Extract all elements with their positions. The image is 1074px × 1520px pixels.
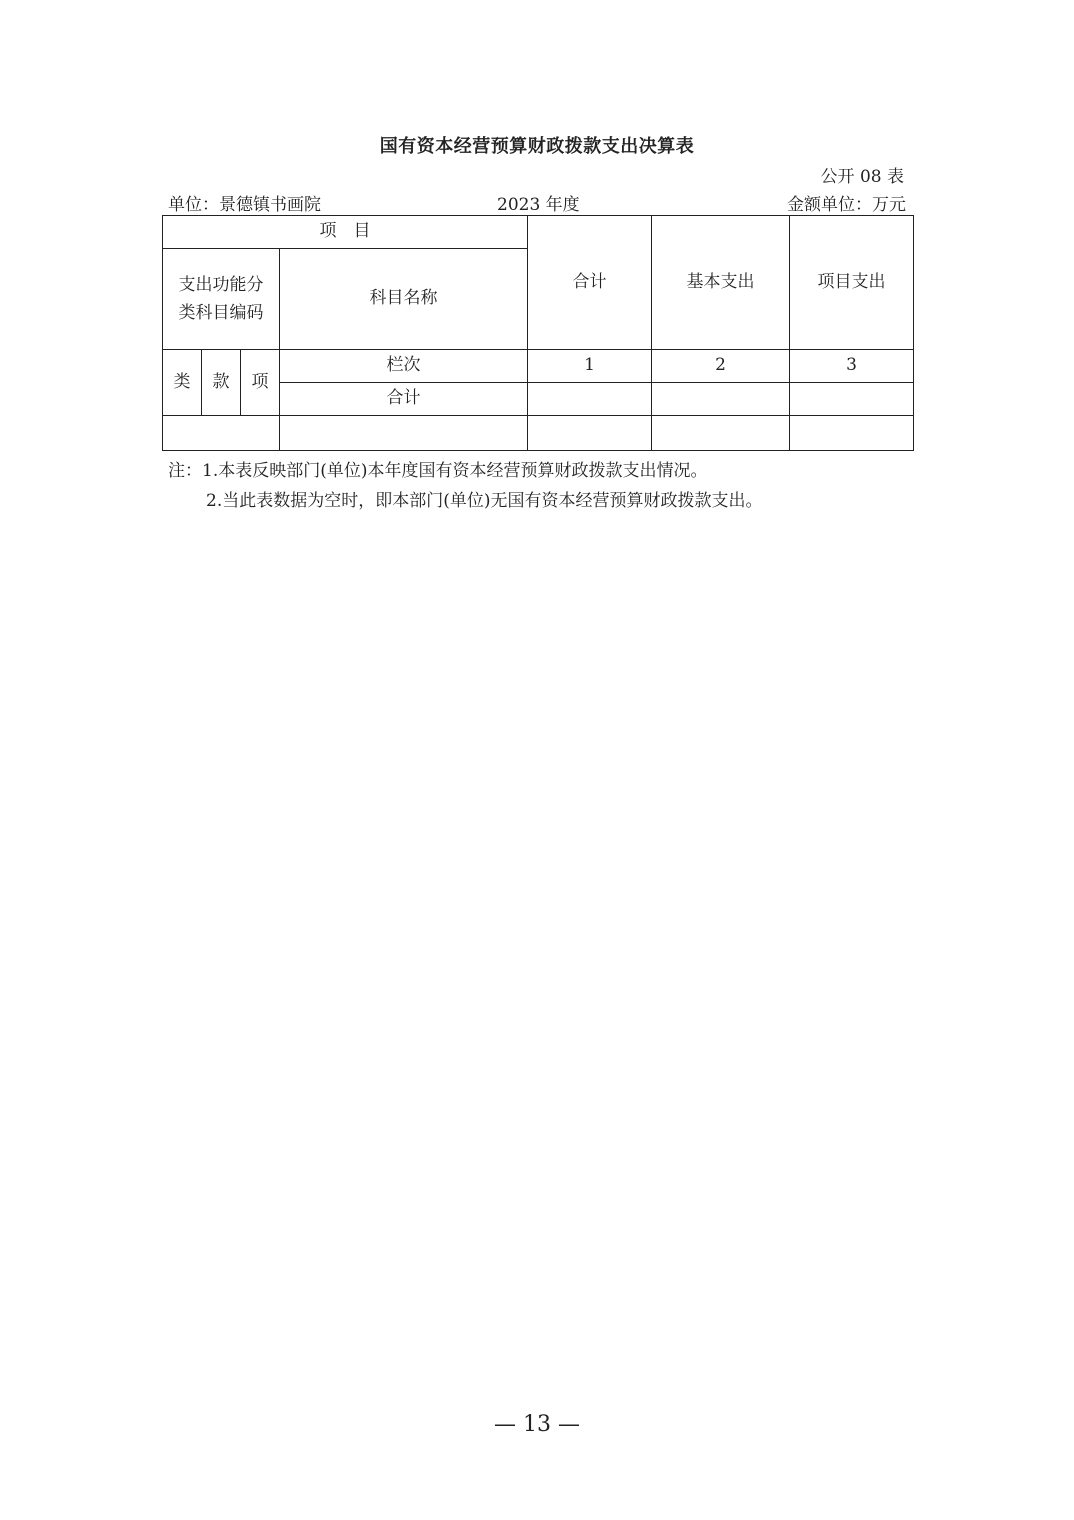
sum-total-cell xyxy=(528,383,652,416)
empty-name-cell xyxy=(280,416,528,451)
item-header-cell xyxy=(163,216,528,249)
sum-project-cell xyxy=(790,383,914,416)
entry-label: 项 xyxy=(241,350,280,416)
class-label: 类 xyxy=(163,350,202,416)
project-expenditure-header: 项目支出 xyxy=(790,216,914,350)
note-1: 注：1.本表反映部门(单位)本年度国有资本经营预算财政拨款支出情况。 xyxy=(168,461,708,481)
function-code-header: 支出功能分类科目编码 xyxy=(163,249,280,350)
basic-expenditure-header: 基本支出 xyxy=(652,216,790,350)
column-number-row xyxy=(163,350,914,383)
column-number-2: 2 xyxy=(652,350,790,383)
total-header: 合计 xyxy=(528,216,652,350)
fiscal-year: 2023 年度 xyxy=(497,195,580,215)
page-number: — 13 — xyxy=(494,1412,580,1437)
column-row-label: 栏次 xyxy=(280,350,528,383)
empty-code-cell xyxy=(163,416,280,451)
subject-name-header: 科目名称 xyxy=(280,249,528,350)
column-number-1: 1 xyxy=(528,350,652,383)
empty-basic-cell xyxy=(652,416,790,451)
table-row xyxy=(163,416,914,451)
money-unit: 金额单位：万元 xyxy=(787,195,906,215)
item-header: 项 目 xyxy=(319,221,371,242)
empty-project-cell xyxy=(790,416,914,451)
table-notes xyxy=(168,456,762,516)
section-label: 款 xyxy=(202,350,241,416)
table-meta-row xyxy=(168,190,906,214)
reporting-unit: 单位：景德镇书画院 xyxy=(168,195,321,215)
note-2: 2.当此表数据为空时，即本部门(单位)无国有资本经营预算财政拨款支出。 xyxy=(206,491,763,511)
sum-row-label: 合计 xyxy=(280,383,528,416)
column-number-3: 3 xyxy=(790,350,914,383)
expenditure-table xyxy=(162,215,914,451)
table-title: 国有资本经营预算财政拨款支出决算表 xyxy=(379,136,695,157)
empty-total-cell xyxy=(528,416,652,451)
header-row xyxy=(163,216,914,249)
form-code: 公开 08 表 xyxy=(820,167,904,187)
sum-basic-cell xyxy=(652,383,790,416)
